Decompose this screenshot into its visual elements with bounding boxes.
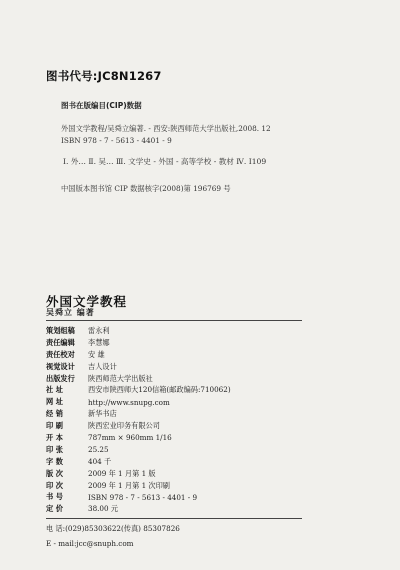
book-code: 图书代号:JC8N1267 — [46, 69, 162, 83]
colophon-label: 字 数 — [46, 456, 63, 466]
colophon-label: 印 刷 — [46, 421, 63, 431]
top-divider — [46, 320, 302, 321]
colophon-value: 25.25 — [88, 445, 109, 455]
colophon-value: 吉人设计 — [88, 361, 117, 371]
colophon-value: http://www.snupg.com — [88, 397, 170, 407]
colophon-label: 版 次 — [46, 468, 63, 478]
colophon-row — [46, 468, 326, 480]
colophon-row — [46, 408, 326, 420]
colophon-value: 安 雄 — [88, 349, 105, 359]
colophon-value: 2009 年 1 月第 1 版 — [88, 468, 156, 478]
colophon-row — [46, 373, 326, 385]
colophon-label: 责任校对 — [46, 349, 75, 359]
contact-phone: 电 话:(029)85303622(传真) 85307826 — [46, 524, 180, 533]
colophon-label: 印 次 — [46, 480, 63, 490]
cip-isbn: ISBN 978 - 7 - 5613 - 4401 - 9 — [61, 136, 172, 145]
cip-subject-headings: Ⅰ. 外… Ⅱ. 吴… Ⅲ. 文学史 - 外国 - 高等学校 - 教材 Ⅳ. I109 — [63, 157, 267, 166]
colophon-label: 社 址 — [46, 385, 63, 395]
colophon-row — [46, 491, 326, 503]
bottom-divider — [46, 518, 302, 519]
colophon-value: 陕西宏业印务有限公司 — [88, 421, 160, 431]
cip-citation: 外国文学教程/吴舜立编著. - 西安:陕西师范大学出版社,2008. 12 — [61, 124, 271, 133]
colophon-value: 李慧娜 — [88, 337, 110, 347]
colophon-row — [46, 325, 326, 337]
cip-library-number: 中国版本图书馆 CIP 数据核字(2008)第 196769 号 — [61, 184, 231, 193]
colophon-value: 雷永利 — [88, 325, 110, 335]
colophon-label: 责任编辑 — [46, 337, 75, 347]
colophon-row — [46, 432, 326, 444]
colophon-value: 787mm × 960mm 1/16 — [88, 433, 172, 443]
colophon-value: 陕西师范大学出版社 — [88, 373, 153, 383]
colophon-value: 新华书店 — [88, 409, 117, 419]
colophon-label: 定 价 — [46, 504, 63, 514]
colophon-label: 网 址 — [46, 397, 63, 407]
colophon-row — [46, 349, 326, 361]
colophon-table — [46, 325, 326, 515]
colophon-row — [46, 444, 326, 456]
colophon-row — [46, 480, 326, 492]
colophon-value: 38.00 元 — [88, 504, 119, 514]
colophon-label: 策划组稿 — [46, 325, 75, 335]
colophon-label: 印 张 — [46, 444, 63, 454]
colophon-label: 经 销 — [46, 409, 63, 419]
colophon-row — [46, 503, 326, 515]
colophon-row — [46, 361, 326, 373]
colophon-row — [46, 396, 326, 408]
colophon-value: 西安市陕西师大120信箱(邮政编码:710062) — [88, 385, 231, 395]
book-title: 外国文学教程 — [46, 294, 128, 309]
colophon-row — [46, 456, 326, 468]
colophon-value: 404 千 — [88, 456, 112, 466]
cip-title: 图书在版编目(CIP)数据 — [61, 101, 142, 110]
colophon-value: 2009 年 1 月第 1 次印刷 — [88, 480, 170, 490]
contact-email: E - mail:jcc@snuph.com — [46, 539, 134, 548]
colophon-label: 开 本 — [46, 432, 63, 442]
colophon-row — [46, 384, 326, 396]
colophon-label: 出版发行 — [46, 373, 75, 383]
book-author: 吴舜立 编著 — [46, 308, 95, 317]
colophon-row — [46, 420, 326, 432]
colophon-row — [46, 337, 326, 349]
colophon-label: 视觉设计 — [46, 361, 75, 371]
colophon-value: ISBN 978 - 7 - 5613 - 4401 - 9 — [88, 492, 198, 502]
colophon-label: 书 号 — [46, 492, 63, 502]
